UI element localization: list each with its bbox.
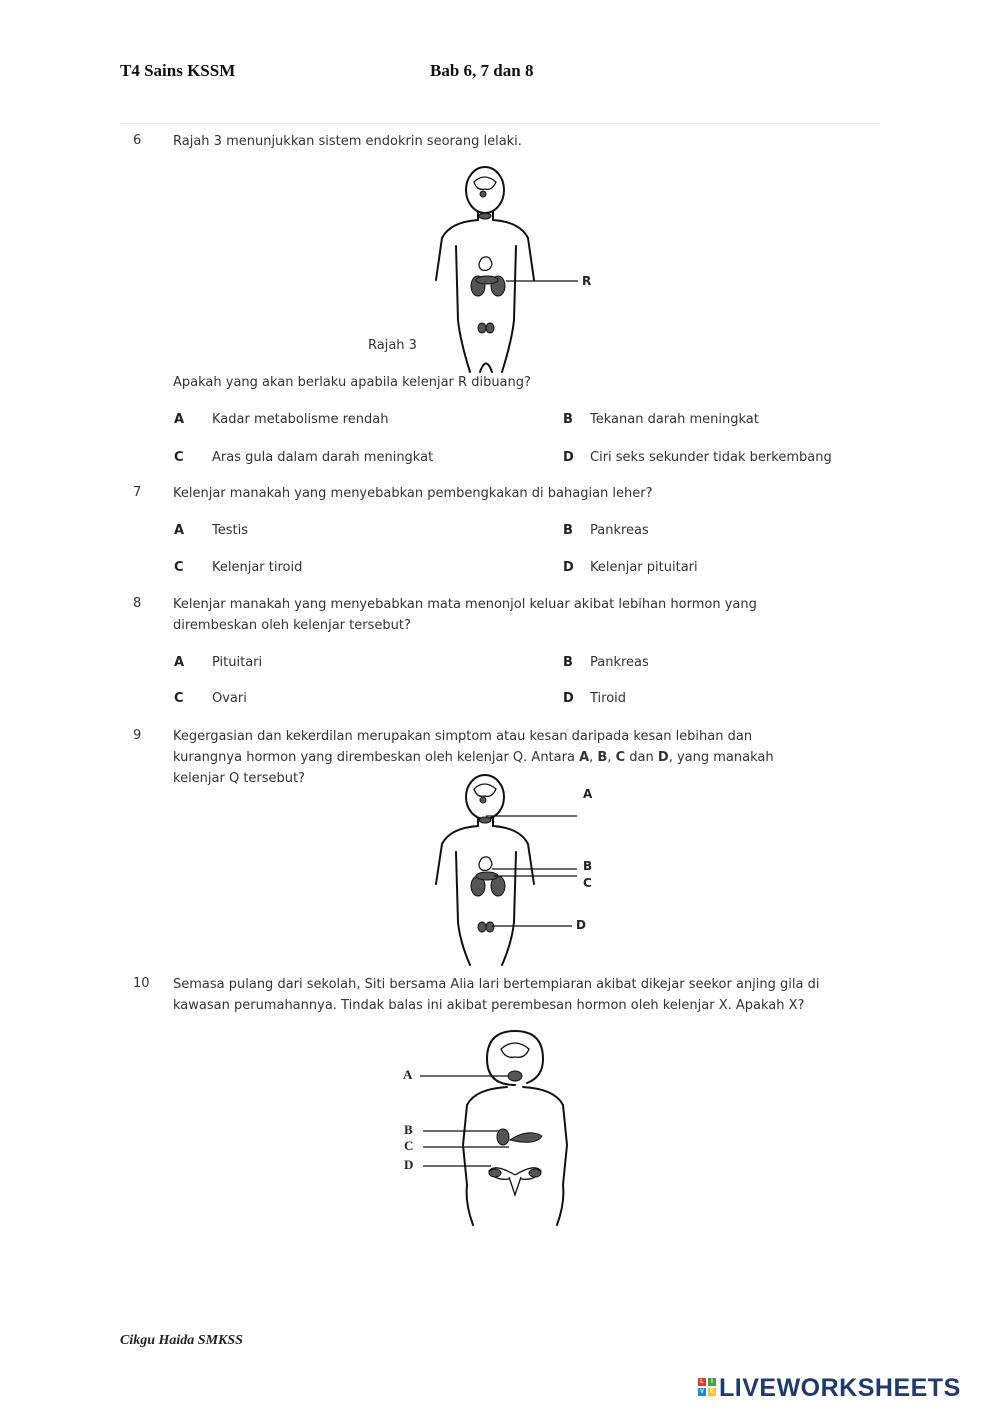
logo-tile-e: E — [709, 1389, 714, 1395]
figure-legs-split — [480, 364, 492, 373]
figure-head — [466, 167, 504, 213]
q6-option-d-letter: D — [563, 450, 574, 465]
thyroid-gland — [479, 817, 491, 823]
header-center-title: Bab 6, 7 dan 8 — [430, 61, 534, 80]
figure-6-label-r: R — [582, 274, 592, 288]
q6-option-a-letter: A — [174, 412, 185, 427]
q8-option-d-letter: D — [563, 691, 574, 706]
q7-option-d[interactable]: Kelenjar pituitari — [590, 560, 698, 575]
footer-author: Cikgu Haida SMKSS — [120, 1333, 243, 1348]
q9-comma-2: , — [607, 750, 616, 765]
logo-tile-l: L — [698, 1378, 706, 1386]
logo-tile-v: V — [699, 1389, 704, 1395]
pituitary-gland — [480, 191, 486, 197]
testis-right — [486, 922, 494, 932]
q9-figure-label-b: B — [583, 859, 593, 873]
figure-rajah-3-endocrine-male — [420, 160, 620, 375]
q8-option-c[interactable]: Ovari — [212, 691, 247, 706]
q8-option-a[interactable]: Pituitari — [212, 655, 263, 670]
figure-torso — [463, 1087, 567, 1225]
pituitary-gland — [480, 797, 486, 803]
figure-brain — [501, 1043, 529, 1057]
liveworksheets-logo-icon — [698, 1378, 716, 1396]
testis-right — [486, 323, 494, 333]
q10-figure-label-c: C — [404, 1138, 414, 1153]
q8-option-b-letter: B — [563, 655, 573, 670]
q7-option-d-letter: D — [563, 560, 574, 575]
q7-option-b[interactable]: Pankreas — [590, 523, 649, 538]
q9-line2-end: , yang manakah — [668, 750, 774, 765]
question-6-number: 6 — [133, 133, 142, 148]
question-7-text: Kelenjar manakah yang menyebabkan pembengkakan di bahagian leher? — [173, 486, 653, 501]
q6-option-c-letter: C — [174, 450, 184, 465]
thyroid-gland — [479, 213, 491, 219]
q7-option-b-letter: B — [563, 523, 573, 538]
q9-line2-start: kurangnya hormon yang dirembeskan oleh kelenjar Q. Antara — [173, 750, 580, 765]
thyroid-gland — [508, 1071, 522, 1081]
q8-option-c-letter: C — [174, 691, 184, 706]
question-10-text-line2: kawasan perumahannya. Tindak balas ini akibat perembesan hormon oleh kelenjar X. Apakah X? — [173, 998, 805, 1013]
question-8-text-line1: Kelenjar manakah yang menyebabkan mata menonjol keluar akibat lebihan hormon yang — [173, 597, 757, 612]
q6-option-b[interactable]: Tekanan darah meningkat — [590, 412, 759, 427]
q6-option-d[interactable]: Ciri seks sekunder tidak berkembang — [590, 450, 832, 465]
figure-stomach — [479, 857, 492, 871]
ovary-right — [529, 1169, 541, 1177]
liveworksheets-brand[interactable]: LIVEWORKSHEETS — [719, 1374, 961, 1402]
q6-option-a[interactable]: Kadar metabolisme rendah — [212, 412, 389, 427]
q9-bold-d: D — [657, 750, 669, 765]
question-10-text-line1: Semasa pulang dari sekolah, Siti bersama Alia lari bertempiaran akibat dikejar seekor anjing gila di — [173, 977, 820, 992]
figure-6-caption: Rajah 3 — [368, 338, 417, 353]
figure-brain — [474, 784, 496, 796]
q9-figure-label-c: C — [583, 876, 592, 890]
q8-option-b[interactable]: Pankreas — [590, 655, 649, 670]
header-divider — [120, 123, 880, 124]
pancreas-gland — [510, 1133, 542, 1142]
figure-brain — [474, 177, 496, 189]
figure-stomach — [479, 257, 492, 271]
q9-conj: dan — [629, 750, 654, 765]
q9-figure-label-d: D — [576, 918, 586, 932]
header-left-title: T4 Sains KSSM — [120, 61, 236, 80]
ovary-left — [489, 1169, 501, 1177]
question-8-text-line2: dirembeskan oleh kelenjar tersebut? — [173, 618, 411, 633]
question-8-number: 8 — [133, 596, 142, 611]
q9-bold-c: C — [615, 750, 626, 765]
uterus — [509, 1177, 521, 1195]
q6-option-b-letter: B — [563, 412, 573, 427]
q9-bold-a: A — [579, 750, 590, 765]
pancreas-gland — [476, 276, 498, 284]
q7-option-a[interactable]: Testis — [212, 523, 248, 538]
logo-tile-i: I — [708, 1378, 716, 1386]
q7-option-a-letter: A — [174, 523, 185, 538]
q7-option-c-letter: C — [174, 560, 184, 575]
q10-figure-label-d: D — [404, 1157, 414, 1172]
question-9-text-line2 — [173, 747, 873, 768]
figure-q10-endocrine-female — [415, 1025, 595, 1230]
q7-option-c[interactable]: Kelenjar tiroid — [212, 560, 303, 575]
question-6-text: Rajah 3 menunjukkan sistem endokrin seorang lelaki. — [173, 134, 522, 149]
figure-torso — [456, 246, 516, 372]
question-7-number: 7 — [133, 485, 142, 500]
figure-head — [466, 775, 504, 819]
question-9-number: 9 — [133, 728, 142, 743]
question-9-text-line3: kelenjar Q tersebut? — [173, 771, 306, 786]
question-10-number: 10 — [133, 976, 150, 991]
q10-figure-label-b: B — [404, 1122, 413, 1137]
testis-left — [478, 922, 486, 932]
q6-option-c[interactable]: Aras gula dalam darah meningkat — [212, 450, 434, 465]
testis-left — [478, 323, 486, 333]
q9-comma-1: , — [589, 750, 598, 765]
q8-option-a-letter: A — [174, 655, 185, 670]
question-9-text-line1: Kegergasian dan kekerdilan merupakan simptom atau kesan daripada kesan lebihan dan — [173, 729, 753, 744]
q10-figure-label-a: A — [403, 1067, 413, 1082]
q9-figure-label-a: A — [583, 787, 593, 801]
question-6-prompt: Apakah yang akan berlaku apabila kelenjar R dibuang? — [173, 375, 531, 390]
q9-bold-b: B — [597, 750, 608, 765]
q8-option-d[interactable]: Tiroid — [590, 691, 627, 706]
